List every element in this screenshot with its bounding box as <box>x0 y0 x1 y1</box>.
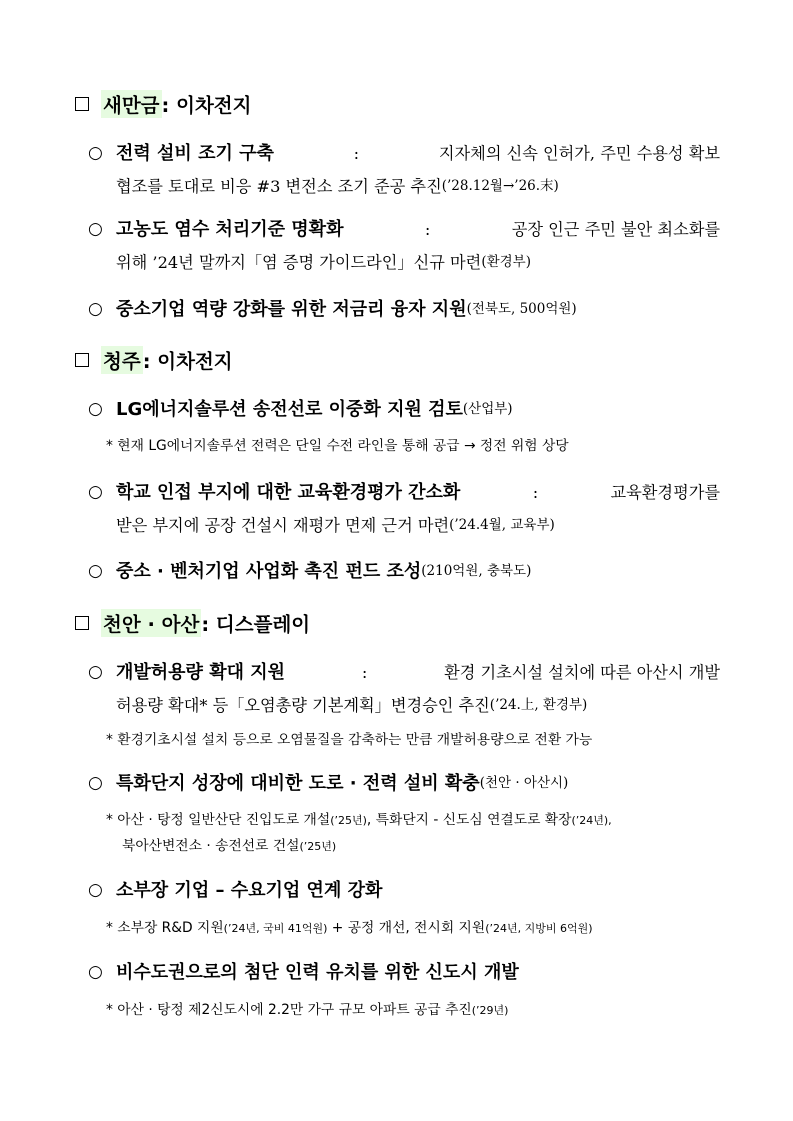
footnote-roads <box>106 808 726 833</box>
circle-bullet-icon: ○ <box>88 143 103 163</box>
footnote-dev-capacity: * 환경기초시설 설치 등으로 오염물질을 감축하는 만큼 개발허용량으로 전환 가능 <box>106 732 593 748</box>
item-separator: : <box>361 663 368 682</box>
item-title: 중소기업 역량 강화를 위한 저금리 융자 지원 <box>116 299 467 320</box>
item-note-small: (’28.12월→’26.末) <box>441 178 559 194</box>
section-subtitle: : 이차전지 <box>142 350 233 373</box>
footnote-date: (’24년), <box>571 814 612 827</box>
footnote-date: (’29년) <box>471 1004 509 1017</box>
circle-bullet-icon: ○ <box>88 482 103 502</box>
item-title: 개발허용량 확대 지원 <box>116 662 286 683</box>
item-note-small: (’24.上, 환경부) <box>489 697 588 713</box>
footnote-text: * 소부장 R&D 지원 <box>106 920 224 936</box>
section-subtitle: : 이차전지 <box>161 94 252 117</box>
item-note-small: (천안 · 아산시) <box>479 775 569 791</box>
item-title: 학교 인접 부지에 대한 교육환경평가 간소화 <box>116 482 461 503</box>
item-title: LG에너지솔루션 송전선로 이중화 지원 검토 <box>116 399 463 420</box>
circle-bullet-icon: ○ <box>88 399 103 419</box>
footnote-lg-power: * 현재 LG에너지솔루션 전력은 단일 수전 라인을 통해 공급 → 정전 위험 상당 <box>106 438 569 454</box>
circle-bullet-icon: ○ <box>88 561 103 581</box>
item-separator: : <box>353 144 360 163</box>
item-note-small: (210억원, 충북도) <box>421 563 532 579</box>
item-separator: : <box>532 483 539 502</box>
square-bullet-icon <box>75 97 89 111</box>
footnote-supply-chain <box>106 916 726 941</box>
item-desc: 지자체의 신속 인허가, 주민 수용성 확보 <box>438 144 720 163</box>
circle-bullet-icon: ○ <box>88 962 103 982</box>
item-desc: 환경 기초시설 설치에 따른 아산시 개발 <box>444 663 720 682</box>
footnote-date: (’25년) <box>299 840 337 853</box>
circle-bullet-icon: ○ <box>88 299 103 319</box>
footnote-text: 북아산변전소 · 송전선로 건설 <box>122 838 300 854</box>
item-note-small: (산업부) <box>462 401 513 417</box>
circle-bullet-icon: ○ <box>88 219 103 239</box>
footnote-new-city <box>106 998 726 1023</box>
section-heading-cheonan-asan <box>75 608 310 638</box>
item-title: 중소 · 벤처기업 사업화 촉진 펀드 조성 <box>116 561 422 582</box>
item-desc-line2: 협조를 토대로 비응 #3 변전소 조기 준공 추진 <box>116 177 442 196</box>
circle-bullet-icon: ○ <box>88 880 103 900</box>
section-heading-cheongju <box>75 345 233 375</box>
item-separator: : <box>424 220 431 239</box>
circle-bullet-icon: ○ <box>88 662 103 682</box>
item-title: 고농도 염수 처리기준 명확화 <box>116 219 344 240</box>
item-desc-line2: 위해 ’24년 말까지「염 증명 가이드라인」신규 마련 <box>116 253 482 272</box>
section-highlight: 새만금 <box>101 90 162 118</box>
item-desc: 교육환경평가를 <box>610 483 720 502</box>
item-note-small: (’24.4월, 교육부) <box>449 517 555 533</box>
footnote-date: (’24년, 국비 41억원) <box>223 922 328 935</box>
item-title: 비수도권으로의 첨단 인력 유치를 위한 신도시 개발 <box>116 962 519 983</box>
footnote-text: + 공정 개선, 전시회 지원 <box>327 920 486 936</box>
section-heading-saemangeum <box>75 89 251 119</box>
item-title: 전력 설비 조기 구축 <box>116 143 274 164</box>
item-note-small: (환경부) <box>481 254 531 270</box>
footnote-date: (’24년, 지방비 6억원) <box>485 922 593 935</box>
item-desc-line2: 허용량 확대* 등「오염총량 기본계획」변경승인 추진 <box>116 696 490 715</box>
circle-bullet-icon: ○ <box>88 773 103 793</box>
section-highlight: 천안 · 아산 <box>101 609 201 637</box>
item-title: 특화단지 성장에 대비한 도로 · 전력 설비 확충 <box>116 773 480 794</box>
footnote-date: (’25년) <box>330 814 367 827</box>
footnote-roads-line2 <box>122 834 742 859</box>
square-bullet-icon <box>75 616 89 630</box>
item-note-small: (전북도, 500억원) <box>466 301 577 317</box>
square-bullet-icon <box>75 353 89 367</box>
item-title: 소부장 기업 – 수요기업 연계 강화 <box>116 880 383 901</box>
item-desc: 공장 인근 주민 불안 최소화를 <box>511 220 720 239</box>
section-subtitle: : 디스플레이 <box>201 613 311 636</box>
footnote-text: * 아산 · 탕정 제2신도시에 2.2만 가구 규모 아파트 공급 추진 <box>106 1002 472 1018</box>
footnote-text: * 아산 · 탕정 일반산단 진입도로 개설 <box>106 812 331 828</box>
section-highlight: 청주 <box>101 346 143 374</box>
item-desc-line2: 받은 부지에 공장 건설시 재평가 면제 근거 마련 <box>116 516 450 535</box>
footnote-text: , 특화단지 - 신도심 연결도로 확장 <box>366 812 572 828</box>
